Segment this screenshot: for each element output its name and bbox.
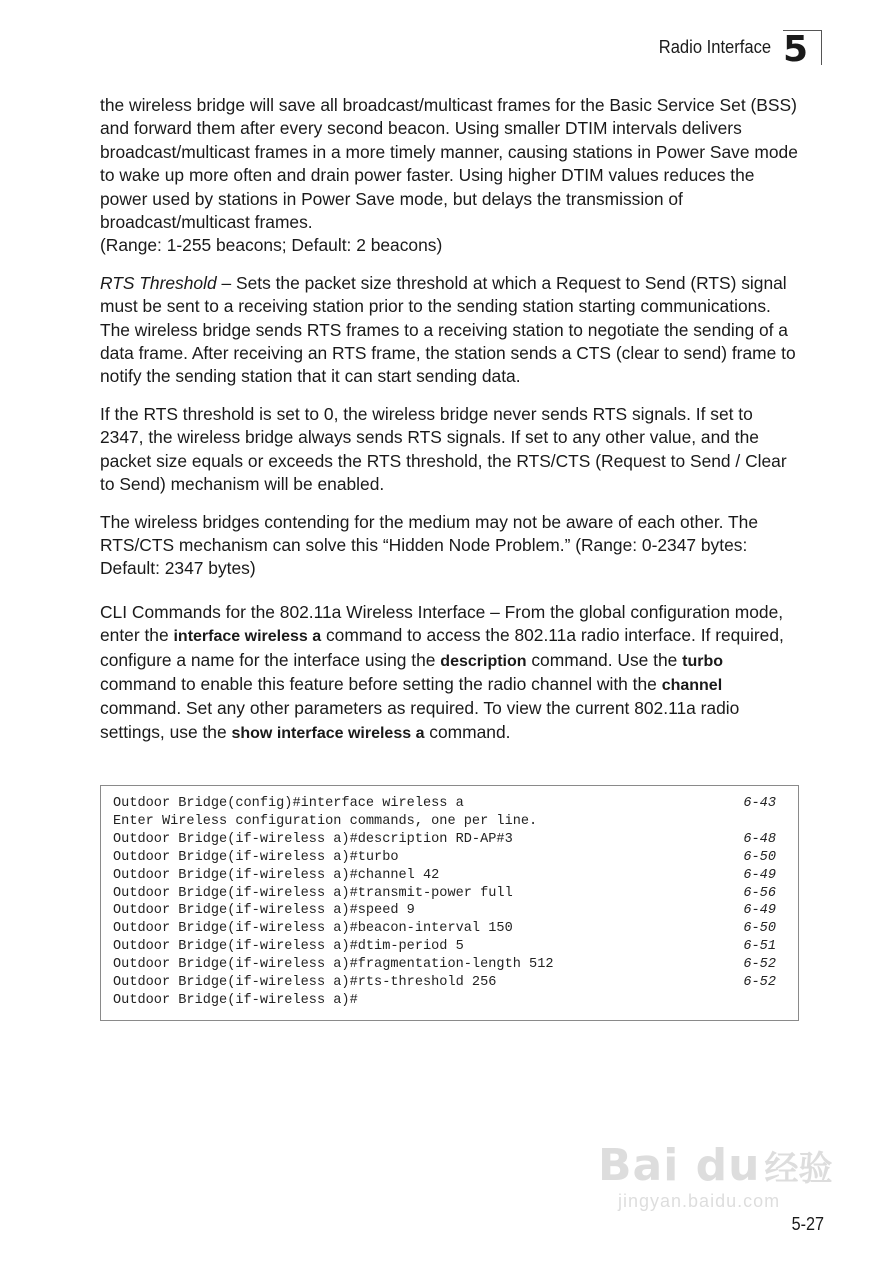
- code-page-ref: 6-51: [743, 939, 776, 955]
- code-page-ref: 6-43: [743, 796, 776, 811]
- body-text: [100, 94, 800, 759]
- cli-command-channel: channel: [661, 676, 723, 694]
- cli-text: command. Set any other parameters as required. To view the current 802.11a radio settings, use the: [100, 698, 740, 742]
- code-line: [113, 885, 776, 903]
- code-page-ref: 6-52: [743, 957, 776, 973]
- code-text: Outdoor Bridge(if-wireless a)#beacon-interval 150: [113, 921, 513, 937]
- section-title: Radio Interface: [658, 37, 771, 57]
- page-header: [649, 29, 822, 70]
- code-text: Outdoor Bridge(if-wireless a)#description RD-AP#3: [113, 831, 513, 847]
- code-line: [113, 867, 776, 885]
- watermark-logo: Bai du: [598, 1140, 761, 1191]
- code-page-ref: 6-49: [743, 903, 776, 919]
- code-text: Outdoor Bridge(config)#interface wireless a: [113, 796, 464, 811]
- code-text: Outdoor Bridge(if-wireless a)#transmit-power full: [113, 885, 513, 901]
- code-line: [113, 902, 776, 920]
- code-line: [113, 974, 776, 992]
- hidden-node-paragraph: The wireless bridges contending for the medium may not be aware of each other. The RTS/CTS mechanism can solve this “Hidden Node Problem.” (Range: 0-2347 bytes: Default: 2347 bytes): [100, 511, 758, 579]
- cli-command-description: description: [440, 652, 527, 670]
- chapter-number: 5: [783, 29, 809, 70]
- cli-commands-paragraph: [100, 601, 800, 745]
- code-text: Outdoor Bridge(if-wireless a)#fragmentation-length 512: [113, 957, 554, 973]
- code-page-ref: 6-48: [743, 831, 776, 847]
- watermark-cn: 经验: [764, 1150, 833, 1188]
- rts-values-paragraph: If the RTS threshold is set to 0, the wireless bridge never sends RTS signals. If set to 2347, the wireless bridge always sends RTS signals. If set to any other value, and the packet size equals or exceeds the RTS threshold, the RTS/CTS (Request to Send / Clear to Send) mechanism will be enabled.: [100, 403, 787, 495]
- dtim-range: (Range: 1-255 beacons; Default: 2 beacons): [100, 235, 443, 256]
- code-text: Outdoor Bridge(if-wireless a)#channel 42: [113, 867, 440, 883]
- cli-command-turbo: turbo: [682, 652, 724, 670]
- code-line: [113, 956, 776, 974]
- code-page-ref: 6-56: [743, 885, 776, 901]
- code-line: [113, 849, 776, 867]
- cli-command-show: show interface wireless a: [231, 724, 425, 742]
- code-page-ref: 6-50: [743, 849, 776, 865]
- cli-text: command. Use the: [526, 649, 683, 670]
- cli-text: command.: [424, 721, 511, 742]
- code-text: Outdoor Bridge(if-wireless a)#: [113, 992, 358, 1008]
- page-number: 5-27: [791, 1214, 824, 1234]
- code-text: Outdoor Bridge(if-wireless a)#speed 9: [113, 903, 415, 919]
- code-text: Outdoor Bridge(if-wireless a)#turbo: [113, 849, 399, 865]
- code-line: [113, 813, 776, 831]
- code-text: Outdoor Bridge(if-wireless a)#rts-threshold 256: [113, 975, 497, 991]
- code-page-ref: 6-49: [743, 867, 776, 883]
- watermark-logo-row: [598, 1140, 832, 1191]
- rts-threshold-paragraph: [100, 272, 800, 389]
- code-line: [113, 795, 776, 813]
- watermark-url: jingyan.baidu.com: [618, 1191, 781, 1211]
- code-line: [113, 831, 776, 849]
- code-page-ref: 6-52: [743, 975, 776, 991]
- cli-command-interface: interface wireless a: [173, 628, 322, 646]
- dtim-paragraph: [100, 94, 800, 258]
- rts-threshold-description: – Sets the packet size threshold at which a Request to Send (RTS) signal must be sent to a receiving station prior to the sending station starting communications. The wireless bridge sends RTS frames to a receiving station to negotiate the sending of a data frame. After receiving an RTS frame, the station sends a CTS (clear to send) frame to notify the sending station that it can start sending data.: [100, 272, 796, 387]
- code-text: Outdoor Bridge(if-wireless a)#dtim-period 5: [113, 939, 464, 955]
- cli-text: command to access the 802.11a radio interface. If required, configure a name for the interface using the: [100, 625, 784, 670]
- code-line: [113, 992, 776, 1010]
- cli-text: CLI Commands for the 802.11a Wireless Interface – From the global configuration mode, enter the: [100, 601, 784, 646]
- code-page-ref: 6-50: [743, 921, 776, 937]
- rts-threshold-term: RTS Threshold: [100, 272, 217, 293]
- code-line: [113, 938, 776, 956]
- cli-text: command to enable this feature before setting the radio channel with the: [100, 673, 662, 694]
- cli-example-box: [100, 785, 799, 1021]
- code-text: Enter Wireless configuration commands, one per line.: [113, 813, 538, 829]
- code-line: [113, 920, 776, 938]
- dtim-continuation: the wireless bridge will save all broadcast/multicast frames for the Basic Service Set (BSS) and forward them after every second beacon. Using smaller DTIM intervals delivers broadcast/multicast frames in a more timely manner, causing stations in Power Save mode to wake up more often and drain power faster. Using higher DTIM values reduces the power used by stations in Power Save mode, but delays the transmission of broadcast/multicast frames.: [100, 95, 798, 233]
- chapter-marker: [783, 29, 822, 70]
